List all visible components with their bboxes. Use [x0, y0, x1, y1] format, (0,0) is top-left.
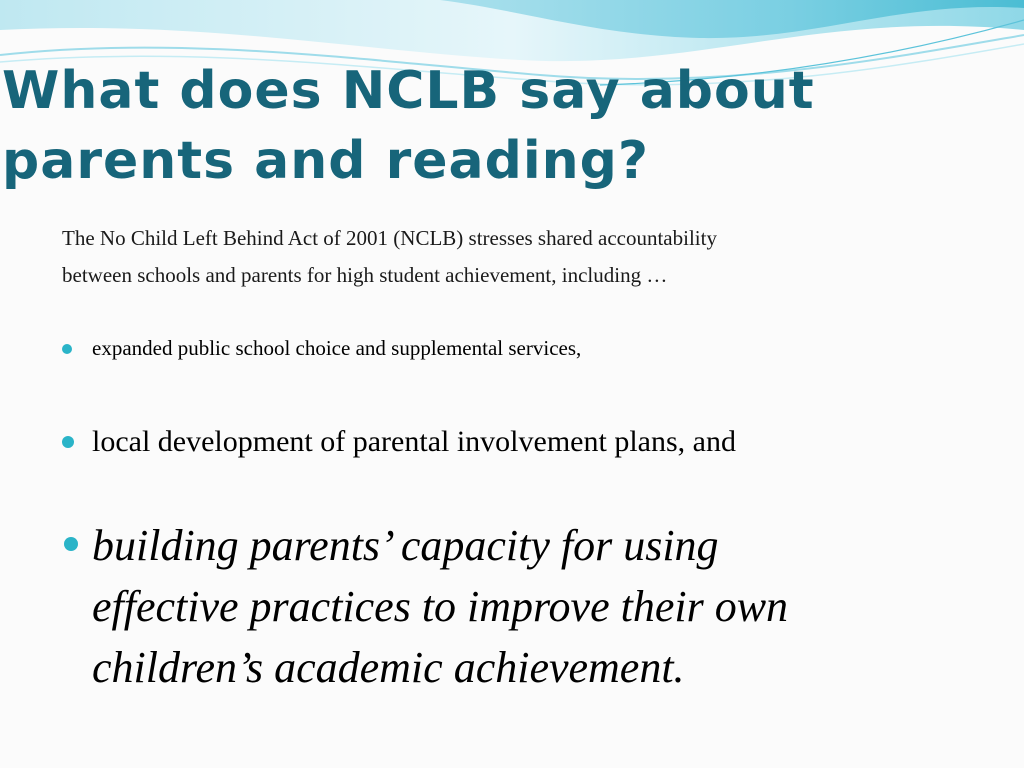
- intro-line-1: The No Child Left Behind Act of 2001 (NCLB) stresses shared accountability: [62, 226, 717, 250]
- bullet-dot-icon: [62, 436, 74, 448]
- intro-paragraph: [62, 220, 962, 294]
- title-line-2: parents and reading?: [2, 131, 650, 191]
- intro-line-2: between schools and parents for high student achievement, including …: [62, 263, 668, 287]
- bullet-item-2: [62, 422, 736, 462]
- bullet-line-3: children’s academic achievement.: [92, 643, 685, 692]
- bullet-text: local development of parental involvement plans, and: [92, 425, 736, 458]
- bullet-dot-icon: [64, 537, 78, 551]
- bullet-line-1: building parents’ capacity for using: [92, 521, 719, 570]
- bullet-line-2: effective practices to improve their own: [92, 582, 789, 631]
- bullet-text: [92, 515, 972, 698]
- slide-title: [2, 56, 1002, 196]
- bullet-item-3: [62, 515, 972, 698]
- bullet-dot-icon: [62, 344, 72, 354]
- bullet-item-1: [62, 333, 581, 363]
- title-line-1: What does NCLB say about: [2, 61, 815, 121]
- bullet-text: expanded public school choice and supplemental services,: [92, 336, 582, 360]
